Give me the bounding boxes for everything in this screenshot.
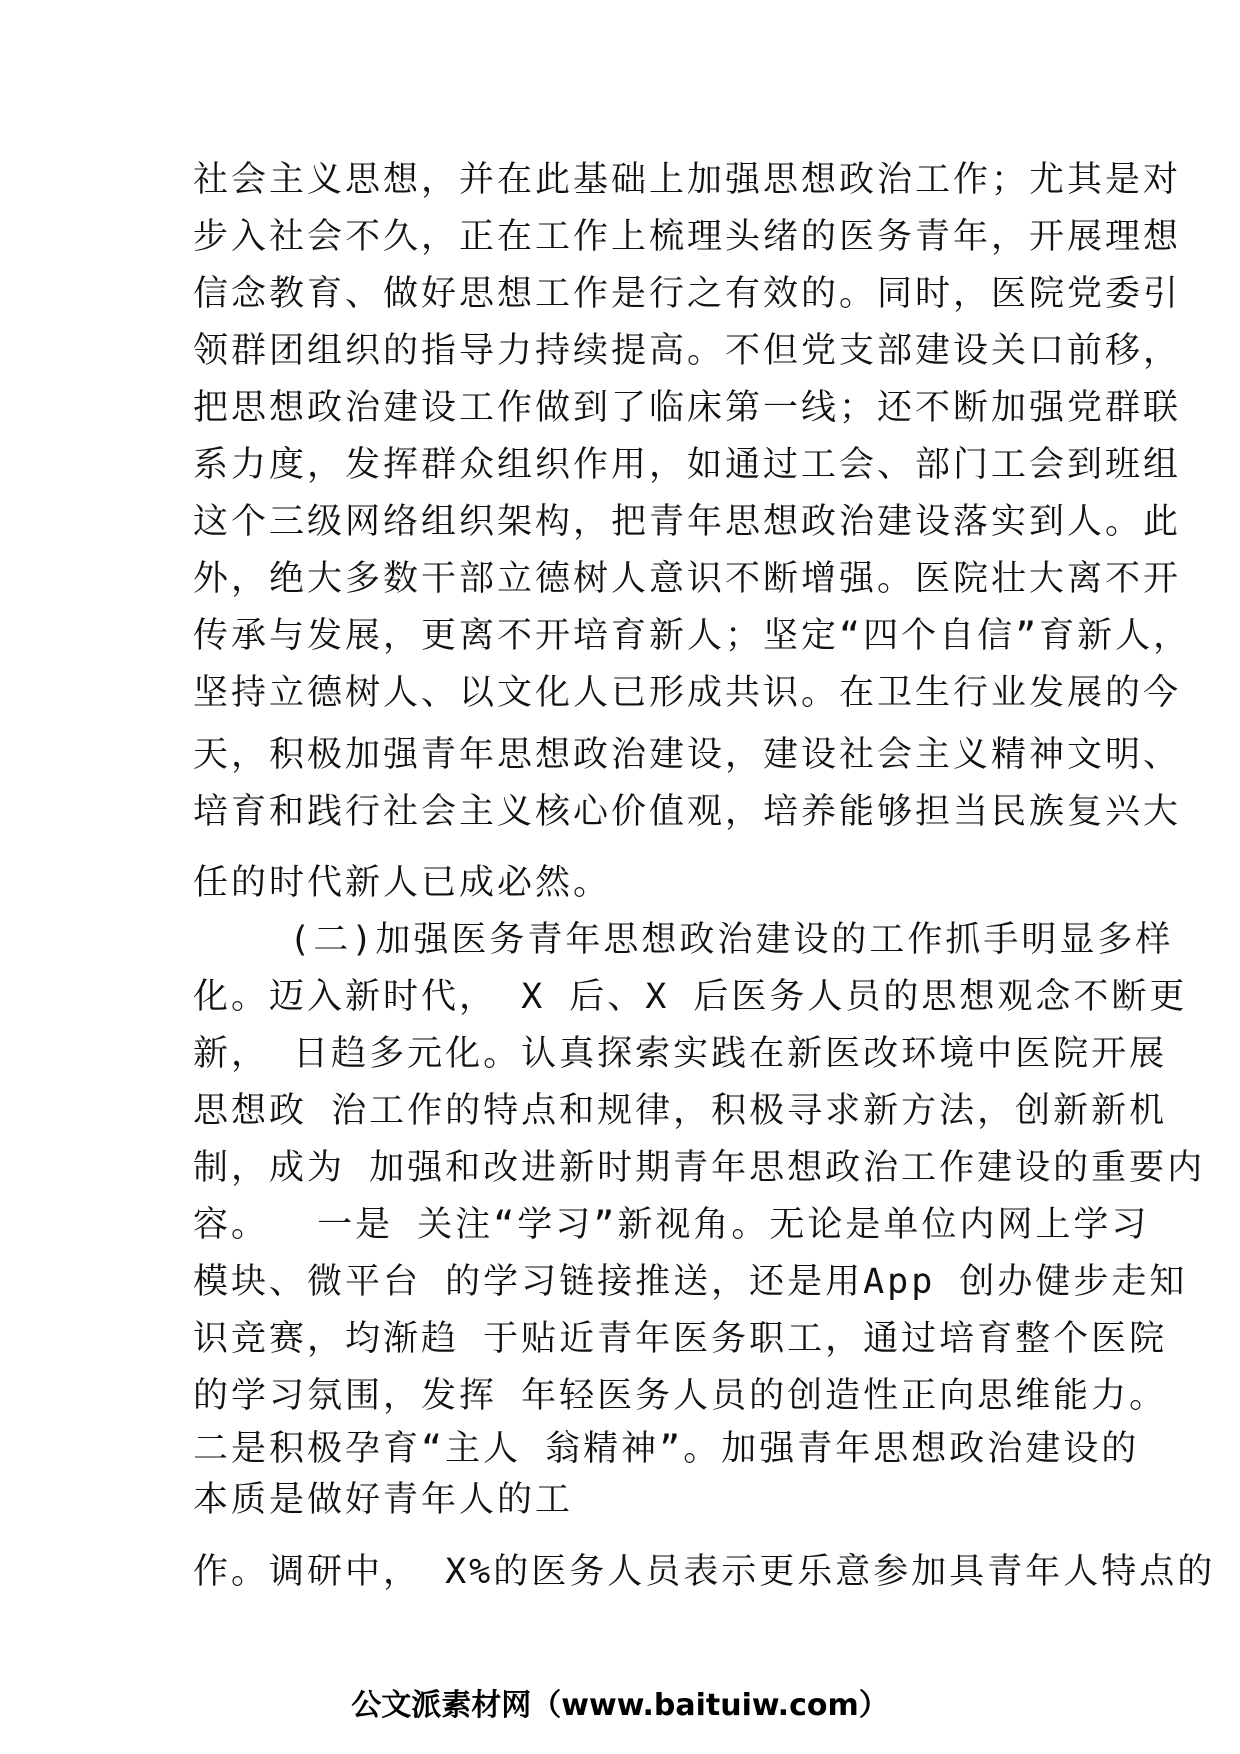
text-line: 化。迈入新时代， X 后、X 后医务人员的思想观念不断更 <box>193 977 1188 1017</box>
text-line: 把思想政治建设工作做到了临床第一线；还不断加强党群联 <box>193 388 1182 428</box>
text-line: 本质是做好青年人的工 <box>193 1480 574 1520</box>
text-line: 制，成为 加强和改进新时期青年思想政治工作建设的重要内 <box>193 1148 1206 1188</box>
text-line: 二是积极孕育“主人 翁精神”。加强青年思想政治建设的 <box>193 1429 1140 1469</box>
text-line: 新， 日趋多元化。认真探索实践在新医改环境中医院开展 <box>193 1034 1168 1074</box>
text-line: 作。调研中， X%的医务人员表示更乐意参加具青年人特点的 <box>193 1552 1216 1592</box>
text-line: 任的时代新人已成必然。 <box>193 863 612 903</box>
text-line: 外，绝大多数干部立德树人意识不断增强。医院壮大离不开 <box>193 559 1182 599</box>
text-line: 这个三级网络组织架构，把青年思想政治建设落实到人。此 <box>193 502 1182 542</box>
text-line: 培育和践行社会主义核心价值观，培养能够担当民族复兴大 <box>193 792 1182 832</box>
text-line: 领群团组织的指导力持续提高。不但党支部建设关口前移， <box>193 331 1182 371</box>
text-line: (二)加强医务青年思想政治建设的工作抓手明显多样 <box>193 920 1174 960</box>
text-line: 系力度，发挥群众组织作用，如通过工会、部门工会到班组 <box>193 445 1182 485</box>
text-line: 传承与发展，更离不开培育新人；坚定“四个自信”育新人， <box>193 616 1192 656</box>
text-line: 模块、微平台 的学习链接推送，还是用App 创办健步走知 <box>193 1262 1188 1302</box>
text-line: 坚持立德树人、以文化人已形成共识。在卫生行业发展的今 <box>193 673 1182 713</box>
text-line: 信念教育、做好思想工作是行之有效的。同时，医院党委引 <box>193 274 1182 314</box>
text-line: 步入社会不久，正在工作上梳理头绪的医务青年，开展理想 <box>193 217 1182 257</box>
text-line: 容。 一是 关注“学习”新视角。无论是单位内网上学习 <box>193 1205 1150 1245</box>
text-line: 识竞赛，均渐趋 于贴近青年医务职工，通过培育整个医院 <box>193 1319 1168 1359</box>
text-line: 的学习氛围，发挥 年轻医务人员的创造性正向思维能力。 <box>193 1376 1168 1416</box>
text-line: 天，积极加强青年思想政治建设，建设社会主义精神文明、 <box>193 735 1182 775</box>
footer-source: 公文派素材网（www.baituiw.com） <box>351 1688 889 1723</box>
text-line: 思想政 治工作的特点和规律，积极寻求新方法，创新新机 <box>193 1091 1168 1131</box>
text-line: 社会主义思想，并在此基础上加强思想政治工作；尤其是对 <box>193 160 1182 200</box>
